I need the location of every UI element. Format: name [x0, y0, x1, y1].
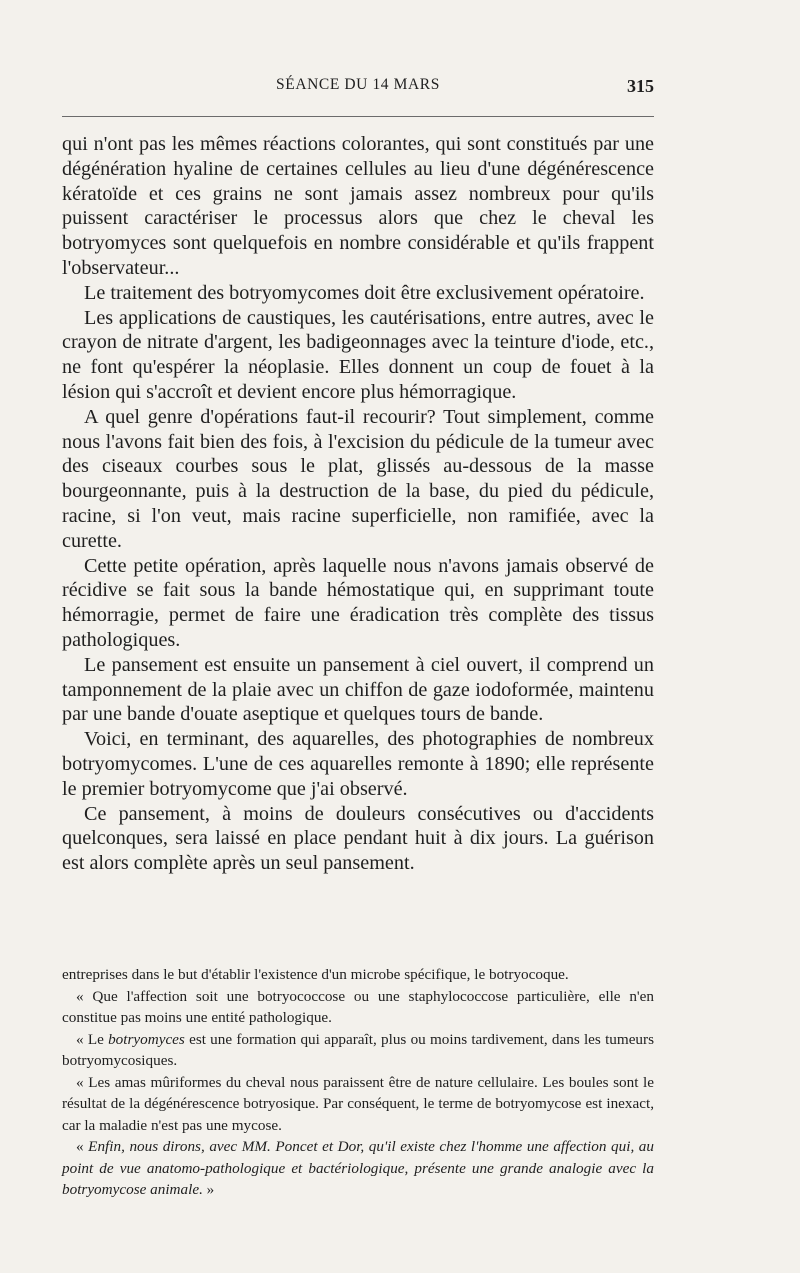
paragraph: Ce pansement, à moins de douleurs consécutives ou d'accidents quelconques, sera laissé en place pendant huit à dix jours. La guérison est alors complète après un seul pansement. [62, 802, 654, 875]
running-title: SÉANCE DU 14 MARS [276, 76, 440, 93]
footnote [62, 1029, 654, 1072]
paragraph: qui n'ont pas les mêmes réactions colorantes, qui sont constitués par une dégénération hyaline de certaines cellules au lieu d'une dégénérescence kératoïde et ces grains ne sont jamais assez nombreux pour qu'ils puissent caractériser le processus alors que chez le cheval les botryomyces sont quelquefois en nombre considérable et qu'ils frappent l'observateur... [62, 133, 654, 279]
paragraph: Le traitement des botryomycomes doit être exclusivement opératoire. [84, 281, 645, 304]
footnotes [62, 964, 654, 1201]
footnote: « Que l'affection soit une botryococcose ou une staphylococcose particulière, elle n'en constitue pas moins une entité pathologique. [62, 987, 654, 1026]
footnote-text: « [76, 1138, 89, 1155]
paragraph: A quel genre d'opérations faut-il recourir? Tout simplement, comme nous l'avons fait bien des fois, à l'excision du pédicule de la tumeur avec des ciseaux courbes sous le plat, glissés au-dessous de la masse bourgeonnante, puis à la destruction de la base, du pied du pédicule, racine, si l'on veut, mais racine superficielle, non ramifiée, avec la curette. [62, 405, 654, 552]
main-text [62, 132, 654, 876]
footnote: entreprises dans le but d'établir l'existence d'un microbe spécifique, le botryocoque. [62, 966, 569, 983]
footnote-text: est une formation qui apparaît, plus ou moins tardivement, dans les tumeurs botryomycosiques. [62, 1030, 654, 1069]
paragraph: Voici, en terminant, des aquarelles, des photographies de nombreux botryomycomes. L'une de ces aquarelles remonte à 1890; elle représente le premier botryomycome que j'ai observé. [62, 728, 654, 800]
footnote-italic: botryomyces [108, 1030, 185, 1048]
footnote-text: » [202, 1181, 215, 1198]
paragraph: Le pansement est ensuite un pansement à ciel ouvert, il comprend un tamponnement de la plaie avec un chiffon de gaze iodoformée, maintenu par une bande d'ouate aseptique et quelques tours de bande. [62, 653, 654, 726]
paragraph: Cette petite opération, après laquelle nous n'avons jamais observé de récidive se fait sous la bande hémostatique qui, en supprimant toute hémorragie, permet de faire une éradication très complète des tissus pathologiques. [62, 554, 654, 651]
page-number: 315 [627, 76, 654, 96]
footnote-italic: Enfin, nous dirons, avec MM. Poncet et Dor, qu'il existe chez l'homme une affection qui, au point de vue anatomo-pathologique et bactériologique, présente une grande analogie avec la botryomycose animale. [62, 1138, 654, 1198]
header-rule [62, 116, 654, 117]
page-header [62, 76, 654, 102]
footnote-text: « Le [76, 1030, 109, 1048]
footnote: « Les amas mûriformes du cheval nous paraissent être de nature cellulaire. Les boules sont le résultat de la dégénérescence botryosique. Par conséquent, le terme de botryomycose est inexact, car la maladie n'est pas une mycose. [62, 1073, 654, 1134]
paragraph: Les applications de caustiques, les cautérisations, entre autres, avec le crayon de nitrate d'argent, les badigeonnages avec la teinture d'iode, etc., ne font qu'espérer la néoplasie. Elles donnent un coup de fouet à la lésion qui s'accroît et devient encore plus hémorragique. [62, 306, 654, 403]
footnote [62, 1136, 654, 1201]
